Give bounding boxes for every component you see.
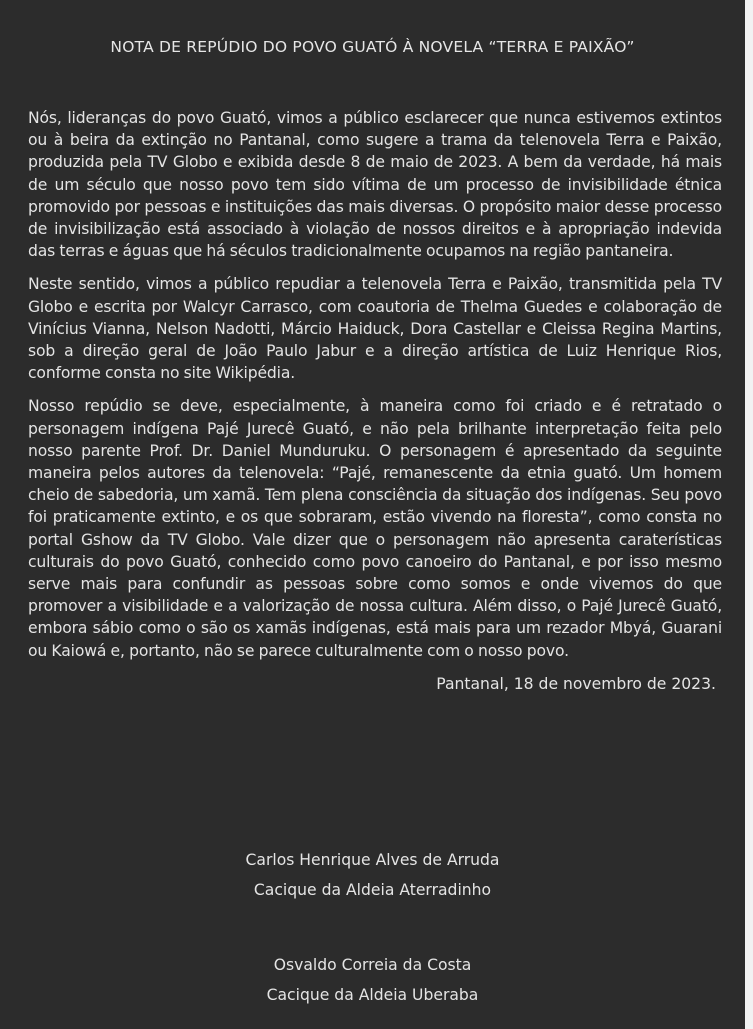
signatory-name: Osvaldo Correia da Costa [273, 956, 472, 974]
date-line: Pantanal, 18 de novembro de 2023. [436, 674, 716, 693]
signatory-role: Cacique da Aldeia Uberaba [266, 986, 479, 1004]
signature-block-1 [0, 849, 745, 901]
page-edge [745, 0, 753, 1029]
document-body [28, 107, 722, 695]
signatory-role: Cacique da Aldeia Aterradinho [253, 881, 492, 899]
paragraph-2: Neste sentido, vimos a público repudiar a telenovela Terra e Paixão, transmitida pela TV Globo e escrita por Walcyr Carrasco, com coautoria de Thelma Guedes e colaboração de Vinícius Vianna, Nelson Nadotti, Márcio Haiduck, Dora Castellar e Cleissa Regina Martins, sob a direção geral de João Paulo Jabur e a direção artística de Luiz Henrique Rios, conforme consta no site Wikipédia. [28, 275, 722, 383]
document-title: NOTA DE REPÚDIO DO POVO GUATÓ À NOVELA “TERRA E PAIXÃO” [110, 38, 635, 56]
paragraph-3: Nosso repúdio se deve, especialmente, à maneira como foi criado e é retratado o personagem indígena Pajé Jurecê Guató, e não pela brilhante interpretação feita pelo nosso parente Prof. Dr. Daniel Munduruku. O personagem é apresentado da seguinte maneira pelos autores da telenovela: “Pajé, remanescente da etnia guató. Um homem cheio de sabedoria, um xamã. Tem plena consciência da situação dos indígenas. Seu povo foi praticamente extinto, e os que sobraram, estão vivendo na floresta”, como consta no portal Gshow da TV Globo. Vale dizer que o personagem não apresenta caraterísticas culturais do povo Guató, conhecido como povo canoeiro do Pantanal, e por isso mesmo serve mais para confundir as pessoas sobre como somos e onde vivemos do que promover a visibilidade e a valorização de nossa cultura. Além disso, o Pajé Jurecê Guató, embora sábio como o são os xamãs indígenas, está mais para um rezador Mbyá, Guarani ou Kaiowá e, portanto, não se parece culturalmente com o nosso povo. [28, 397, 722, 660]
signatory-name: Carlos Henrique Alves de Arruda [245, 851, 500, 869]
signature-block-2 [0, 954, 745, 1006]
paragraph-1: Nós, lideranças do povo Guató, vimos a público esclarecer que nunca estivemos extintos ou à beira da extinção no Pantanal, como sugere a trama da telenovela Terra e Paixão, produzida pela TV Globo e exibida desde 8 de maio de 2023. A bem da verdade, há mais de um século que nosso povo tem sido vítima de um processo de invisibilidade étnica promovido por pessoas e instituições das mais diversas. O propósito maior desse processo de invisibilização está associado à violação de nossos direitos e à apropriação indevida das terras e águas que há séculos tradicionalmente ocupamos na região pantaneira. [28, 109, 722, 261]
